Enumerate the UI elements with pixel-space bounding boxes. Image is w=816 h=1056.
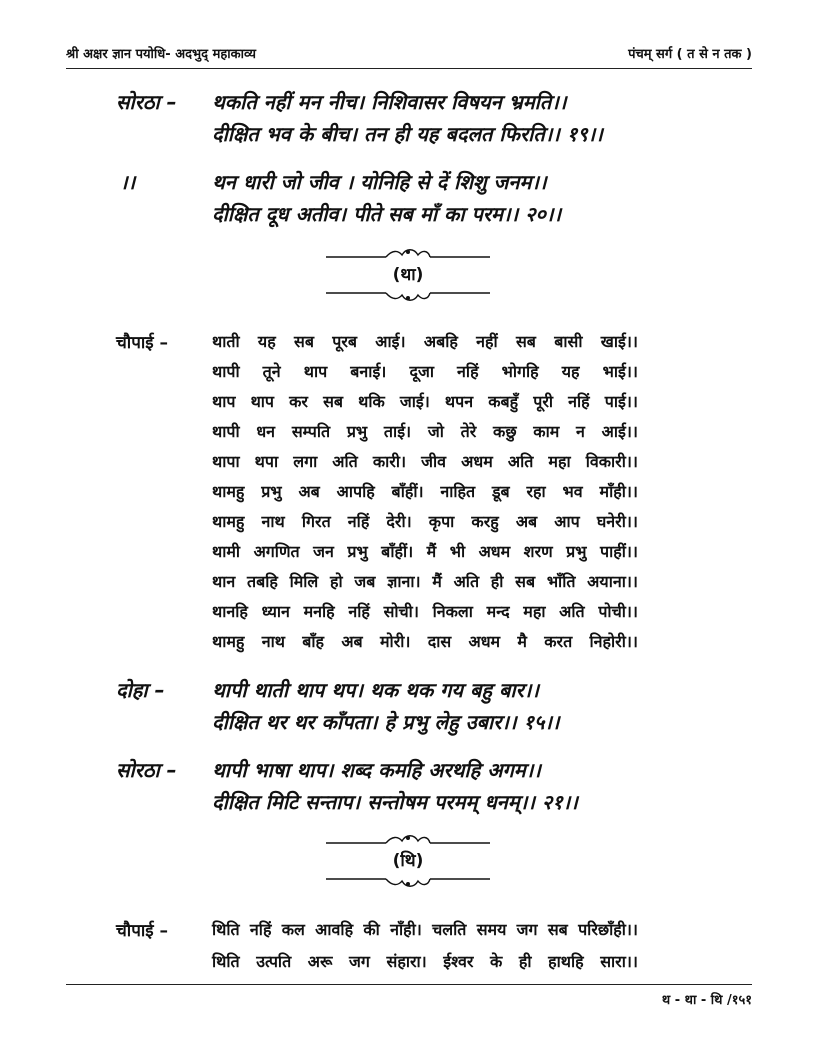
verse-line: थकति नहीं मन नीच। निशिवासर विषयन भ्रमति।। xyxy=(212,90,567,114)
running-header-chapter: पंचम् सर्ग ( त से न तक ) xyxy=(628,47,752,62)
verse-line: थामहु नाथ बाँह अब मोरी। दास अधम मै करत निहोरी।। xyxy=(212,632,638,651)
verse-line: थामहु प्रभु अब आपहि बाँहीं। नाहित डूब रहा भव माँही।। xyxy=(212,482,638,501)
verse-line: दीक्षित दूध अतीव। पीते सब माँ का परम।। २०।। xyxy=(212,202,562,226)
ornament-divider-icon xyxy=(322,244,494,264)
page-footer: थ - था - थि /१५१ xyxy=(661,993,752,1008)
verse-line: दीक्षित भव के बीच। तन ही यह बदलत फिरति।। १९।। xyxy=(212,122,603,146)
verse-line: दीक्षित थर थर काँपता। हे प्रभु लेहु उबार।। १५।। xyxy=(212,710,560,734)
verse-line: थापी भाषा थाप। शब्द कमहि अरथहि अगम।। xyxy=(212,758,541,782)
ornament-divider-icon xyxy=(322,872,494,892)
verse-line: थापी थाती थाप थप। थक थक गय बहु बार।। xyxy=(212,678,539,702)
verse-line: थापी तूने थाप बनाई। दूजा नहिं भोगहि यह भाई।। xyxy=(212,362,638,381)
footer-rule xyxy=(66,984,752,985)
verse-label: चौपाई – xyxy=(116,921,169,941)
section-title: (था) xyxy=(392,265,424,285)
verse-line: थिति नहिं कल आवहि की नाँही। चलति समय जग सब परिछाँही।। xyxy=(212,920,638,939)
verse-line: थिति उत्पति अरू जग संहारा। ईश्वर के ही हाथहि सारा।। xyxy=(212,952,638,971)
verse-line: थाप थाप कर सब थकि जाई। थपन कबहुँ पूरी नहिं पाई।। xyxy=(212,392,638,411)
verse-line: थापा थपा लगा अति कारी। जीव अधम अति महा विकारी।। xyxy=(212,452,638,471)
verse-line: थाती यह सब पूरब आई। अबहि नहीं सब बासी खाई।। xyxy=(212,332,638,351)
verse-line: थापी धन सम्पति प्रभु ताई। जो तेरे कछु काम न आई।। xyxy=(212,422,638,441)
verse-label: ।। xyxy=(120,170,136,194)
running-header-title: श्री अक्षर ज्ञान पयोधि- अदभुद् महाकाव्य xyxy=(66,47,256,62)
verse-line: दीक्षित मिटि सन्ताप। सन्तोषम परमम् धनम्।। २१।। xyxy=(212,790,578,814)
verse-label: सोरठा – xyxy=(116,758,177,782)
verse-label: सोरठा – xyxy=(116,90,177,114)
ornament-divider-icon xyxy=(322,830,494,850)
verse-label: चौपाई – xyxy=(116,333,169,353)
verse-line: थामहु नाथ गिरत नहिं देरी। कृपा करहु अब आप घनेरी।। xyxy=(212,512,638,531)
ornament-divider-icon xyxy=(322,286,494,306)
section-heading-tha xyxy=(322,244,494,306)
verse-line: थानहि ध्यान मनहि नहिं सोची। निकला मन्द महा अति पोची।। xyxy=(212,602,638,621)
verse-line: थन धारी जो जीव । योनिहि से दें शिशु जनम।। xyxy=(212,170,547,194)
header-rule xyxy=(66,68,752,69)
section-title: (थि) xyxy=(392,851,424,871)
section-heading-thi xyxy=(322,830,494,892)
verse-label: दोहा – xyxy=(116,678,165,702)
verse-line: थान तबहि मिलि हो जब ज्ञाना। मैं अति ही सब भाँति अयाना।। xyxy=(212,572,638,591)
verse-line: थामी अगणित जन प्रभु बाँहीं। मैं भी अधम शरण प्रभु पाहीं।। xyxy=(212,542,638,561)
